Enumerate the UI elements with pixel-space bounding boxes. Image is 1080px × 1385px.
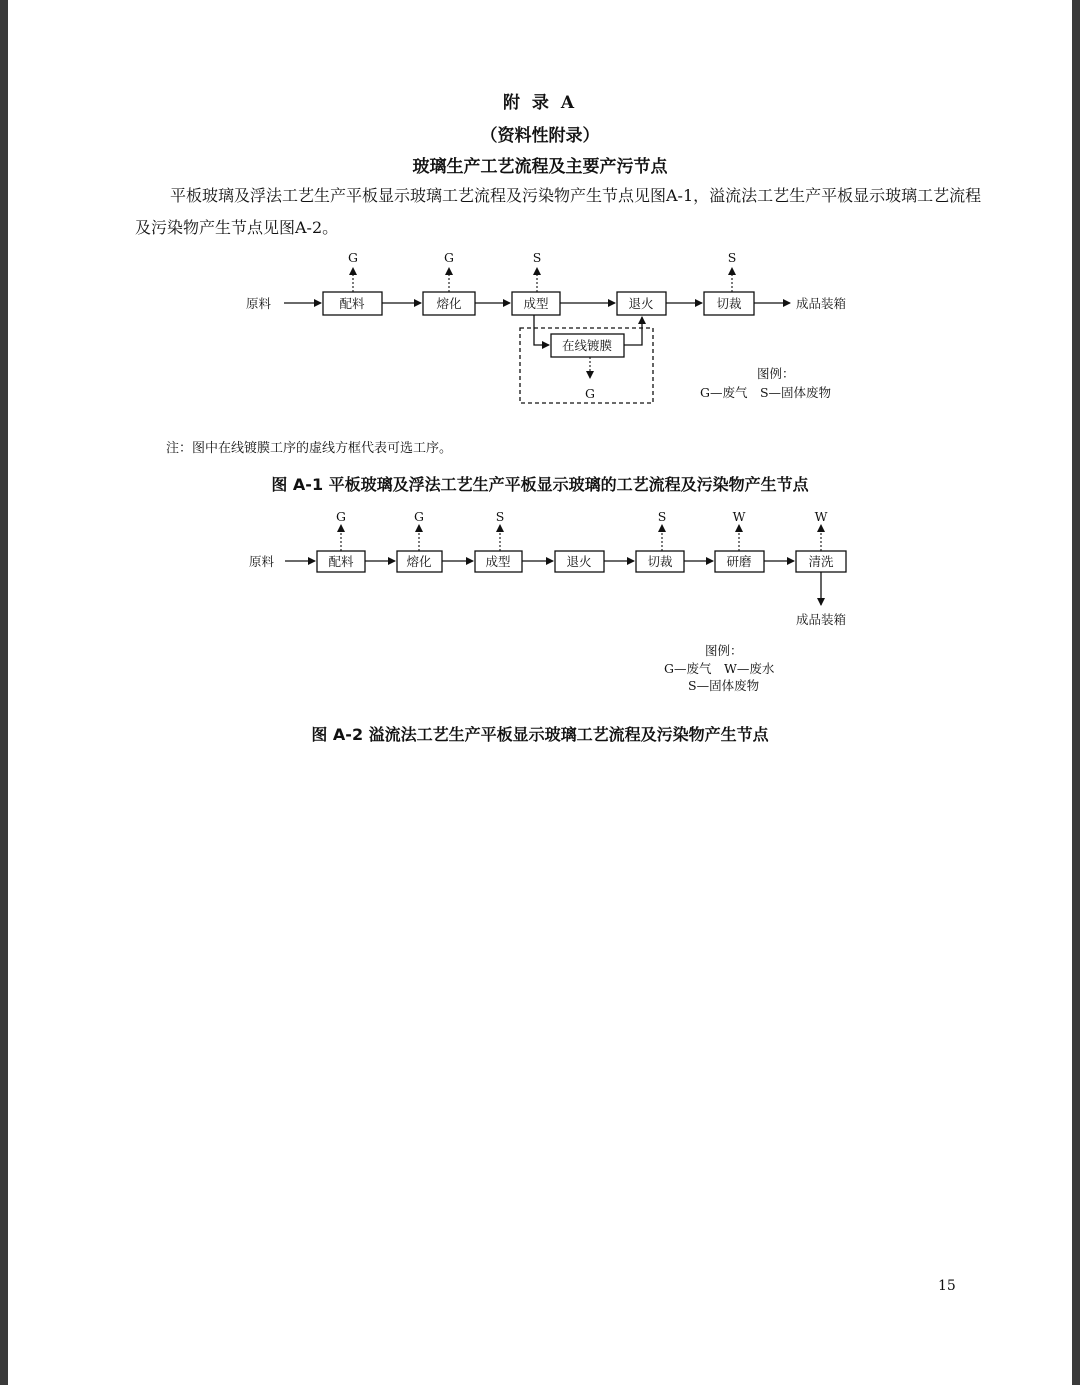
fig1-step-label: 配料 [339, 296, 365, 311]
figure-a1-diagram [8, 250, 1072, 410]
fig1-emission-label: S [532, 250, 542, 265]
fig2-step-label: 研磨 [726, 554, 752, 569]
fig2-caption: 图 A-2 溢流法工艺生产平板显示玻璃工艺流程及污染物产生节点 [311, 725, 769, 744]
fig1-step-label: 退火 [628, 296, 654, 311]
fig1-note: 注：图中在线镀膜工序的虚线方框代表可选工序。 [166, 441, 453, 456]
fig2-step-label: 切裁 [647, 554, 673, 569]
appendix-heading: 玻璃生产工艺流程及主要产污节点 [412, 157, 668, 177]
fig2-legend-line2: S—固体废物 [688, 678, 760, 693]
fig1-step-label: 切裁 [716, 296, 742, 311]
page-number: 15 [938, 1278, 956, 1294]
fig2-emission-label: S [495, 509, 505, 524]
fig1-start-label: 原料 [246, 296, 272, 311]
appendix-subtitle: （资料性附录） [480, 126, 600, 146]
appendix-title: 附 录 A [502, 93, 578, 113]
fig2-emission-label: W [732, 509, 746, 524]
figure-a2-diagram [8, 500, 1072, 700]
fig2-emission-label: S [657, 509, 667, 524]
fig2-end-label: 成品装箱 [795, 612, 847, 627]
fig2-emission-label: W [814, 509, 828, 524]
fig1-optional-emission-label: G [585, 386, 595, 401]
fig1-legend-items: G—废气 S—固体废物 [700, 385, 832, 400]
fig1-step-label: 成型 [523, 296, 549, 311]
fig2-emission-label: G [414, 509, 424, 524]
intro-paragraph: 平板玻璃及浮法工艺生产平板显示玻璃工艺流程及污染物产生节点见图A-1，溢流法工艺生产平板显示玻璃工艺流程及污染物产生节点见图A-2。 [135, 186, 982, 237]
fig1-step-label: 熔化 [436, 296, 462, 311]
fig2-legend-line1: G—废气 W—废水 [664, 661, 775, 676]
fig2-step-label: 熔化 [406, 554, 432, 569]
fig1-emission-label: G [444, 250, 454, 265]
fig1-emission-label: S [727, 250, 737, 265]
fig1-legend-title: 图例： [757, 366, 795, 381]
fig2-step-label: 成型 [485, 554, 511, 569]
fig2-legend-title: 图例： [705, 643, 743, 658]
fig1-emission-label: G [348, 250, 358, 265]
document-page [8, 0, 1072, 1385]
fig2-step-label: 配料 [328, 554, 354, 569]
fig1-end-label: 成品装箱 [796, 296, 847, 311]
fig2-start-label: 原料 [249, 554, 275, 569]
fig1-optional-step-label: 在线镀膜 [561, 338, 613, 353]
fig1-caption: 图 A-1 平板玻璃及浮法工艺生产平板显示玻璃的工艺流程及污染物产生节点 [271, 475, 809, 494]
fig2-step-label: 清洗 [808, 554, 834, 569]
fig2-emission-label: G [336, 509, 346, 524]
fig2-step-label: 退火 [566, 554, 592, 569]
